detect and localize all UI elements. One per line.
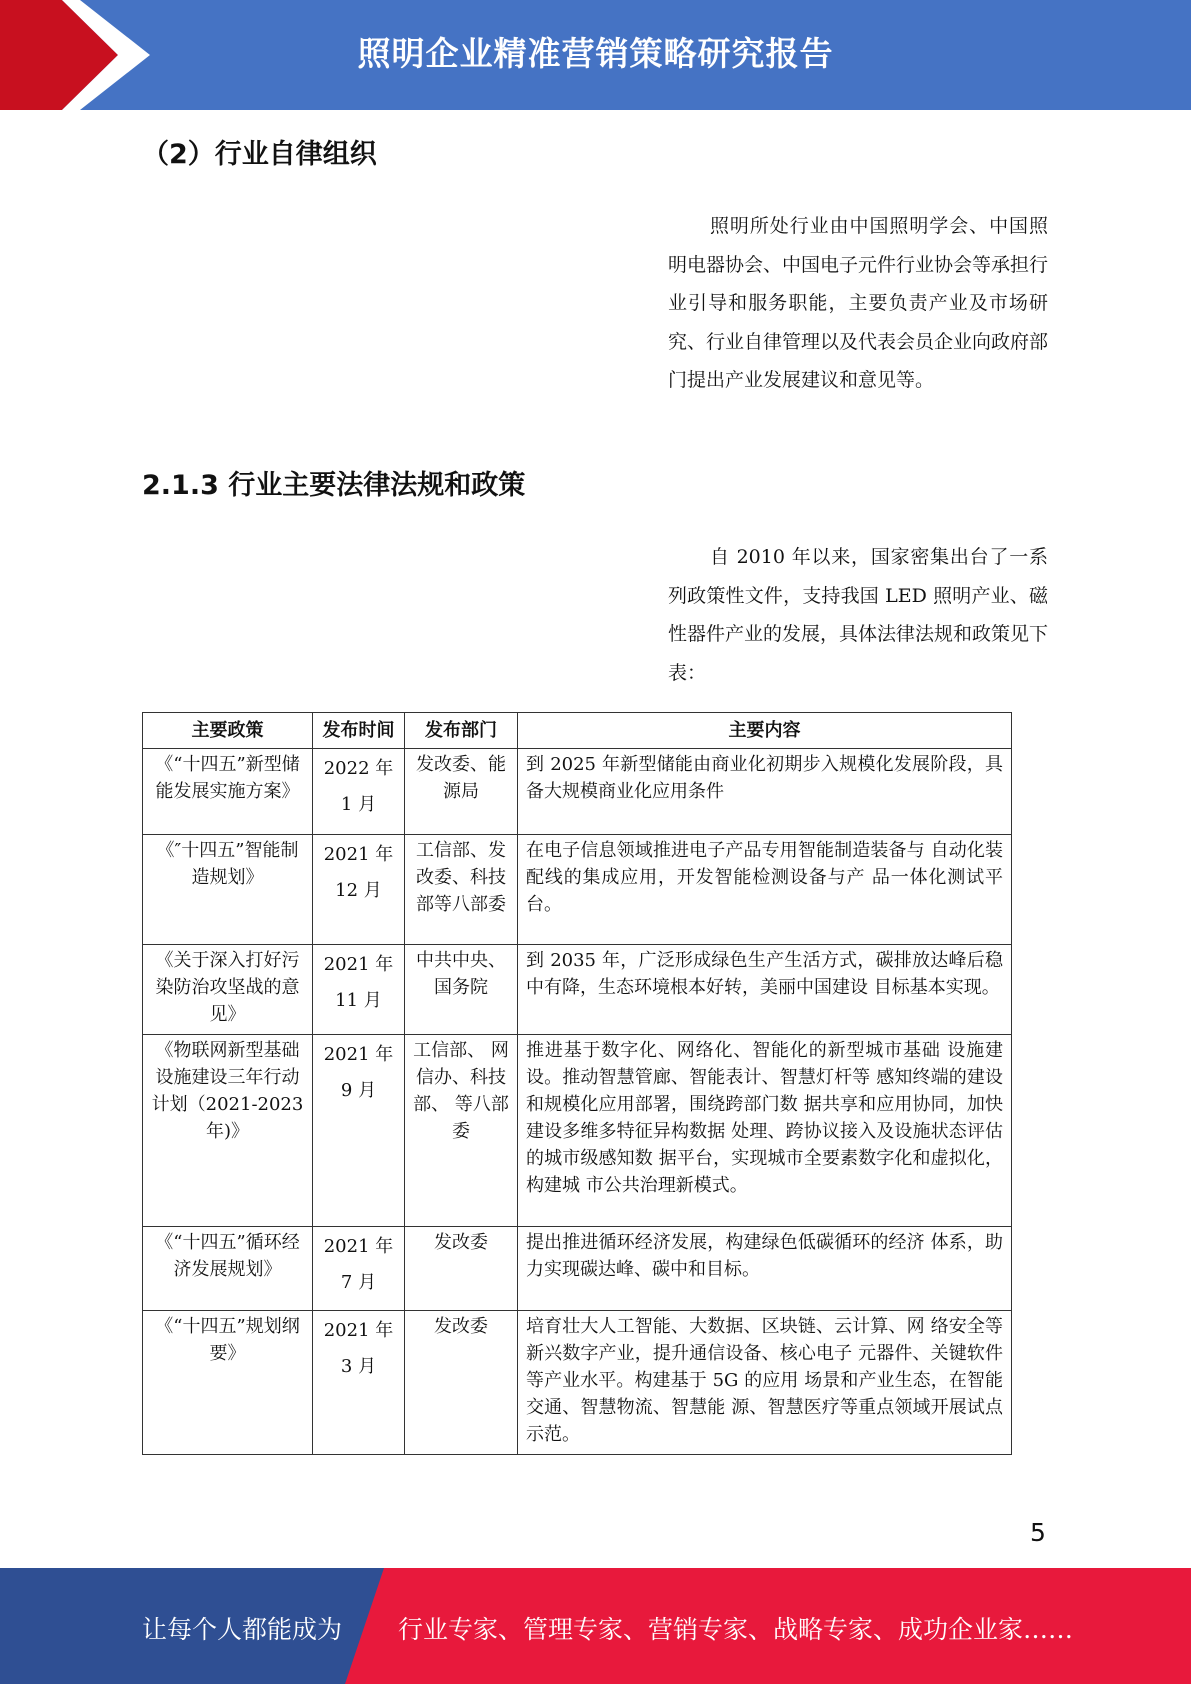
section-heading-industry-org: （2）行业自律组织	[142, 139, 377, 170]
policy-table	[142, 712, 1012, 1455]
cell-policy: 《物联网新型基础设施建设三年行动计划（2021-2023 年)》	[143, 1035, 313, 1227]
cell-time: 2021 年 7 月	[313, 1227, 405, 1311]
column-header-time: 发布时间	[313, 713, 405, 749]
table-header-row	[143, 713, 1012, 749]
cell-content: 到 2025 年新型储能由商业化初期步入规模化发展阶段，具备大规模商业化应用条件	[518, 749, 1012, 835]
table-row	[143, 1035, 1012, 1227]
paragraph-policy: 自 2010 年以来，国家密集出台了一系列政策性文件，支持我国 LED 照明产业、磁性器件产业的发展，具体法律法规和政策见下表：	[668, 546, 1049, 684]
paragraph-industry-org: 照明所处行业由中国照明学会、中国照明电器协会、中国电子元件行业协会等承担行业引导和服务职能，主要负责产业及市场研究、行业自律管理以及代表会员企业向政府部门提出产业发展建议和意见等。	[668, 215, 1049, 391]
cell-time: 2021 年 3 月	[313, 1311, 405, 1455]
cell-dept: 发改委、能源局	[405, 749, 518, 835]
cell-dept: 中共中央、国务院	[405, 945, 518, 1035]
column-header-content: 主要内容	[518, 713, 1012, 749]
column-header-policy: 主要政策	[143, 713, 313, 749]
footer-slogan-right: 行业专家、管理专家、营销专家、战略专家、成功企业家……	[398, 1615, 1074, 1644]
page-footer	[0, 1568, 1191, 1684]
table-row	[143, 945, 1012, 1035]
cell-time: 2021 年 11 月	[313, 945, 405, 1035]
cell-content: 提出推进循环经济发展，构建绿色低碳循环的经济 体系，助力实现碳达峰、碳中和目标。	[518, 1227, 1012, 1311]
cell-content: 培育壮大人工智能、大数据、区块链、云计算、网 络安全等新兴数字产业，提升通信设备、核心电子 元器件、关键软件等产业水平。构建基于 5G 的应用 场景和产业生态，在智能交通、智慧物流、智慧能 源、智慧医疗等重点领域开展试点示范。	[518, 1311, 1012, 1455]
cell-time: 2022 年 1 月	[313, 749, 405, 835]
cell-dept: 工信部、发改委、科技部等八部委	[405, 835, 518, 945]
table-row	[143, 1227, 1012, 1311]
section-heading-policy: 2.1.3 行业主要法律法规和政策	[142, 470, 526, 501]
table-row	[143, 1311, 1012, 1455]
cell-policy: 《″十四五”智能制造规划》	[143, 835, 313, 945]
cell-content: 推进基于数字化、网络化、智能化的新型城市基础 设施建设。推动智慧管廊、智能表计、智慧灯杆等 感知终端的建设和规模化应用部署，围绕跨部门数 据共享和应用协同，加快建设多维多特征异构数据 处理、跨协议接入及设施状态评估的城市级感知数 据平台，实现城市全要素数字化和虚拟化，构建城 市公共治理新模式。	[518, 1035, 1012, 1227]
cell-content: 到 2035 年，广泛形成绿色生产生活方式，碳排放达峰后稳中有降，生态环境根本好转，美丽中国建设 目标基本实现。	[518, 945, 1012, 1035]
cell-dept: 发改委	[405, 1311, 518, 1455]
cell-content: 在电子信息领域推进电子产品专用智能制造装备与 自动化装配线的集成应用，开发智能检测设备与产 品一体化测试平台。	[518, 835, 1012, 945]
page-header	[0, 0, 1191, 110]
cell-policy: 《关于深入打好污染防治攻坚战的意见》	[143, 945, 313, 1035]
cell-policy: 《“十四五”新型储能发展实施方案》	[143, 749, 313, 835]
cell-time: 2021 年 9 月	[313, 1035, 405, 1227]
table-row	[143, 835, 1012, 945]
page-number: 5	[1030, 1518, 1046, 1547]
report-title: 照明企业精准营销策略研究报告	[357, 34, 834, 73]
cell-dept: 发改委	[405, 1227, 518, 1311]
cell-policy: 《“十四五”规划纲要》	[143, 1311, 313, 1455]
cell-dept: 工信部、 网信办、科技部、 等八部委	[405, 1035, 518, 1227]
column-header-dept: 发布部门	[405, 713, 518, 749]
footer-slogan-left: 让每个人都能成为	[142, 1615, 343, 1644]
cell-policy: 《“十四五”循环经济发展规划》	[143, 1227, 313, 1311]
table-row	[143, 749, 1012, 835]
cell-time: 2021 年 12 月	[313, 835, 405, 945]
